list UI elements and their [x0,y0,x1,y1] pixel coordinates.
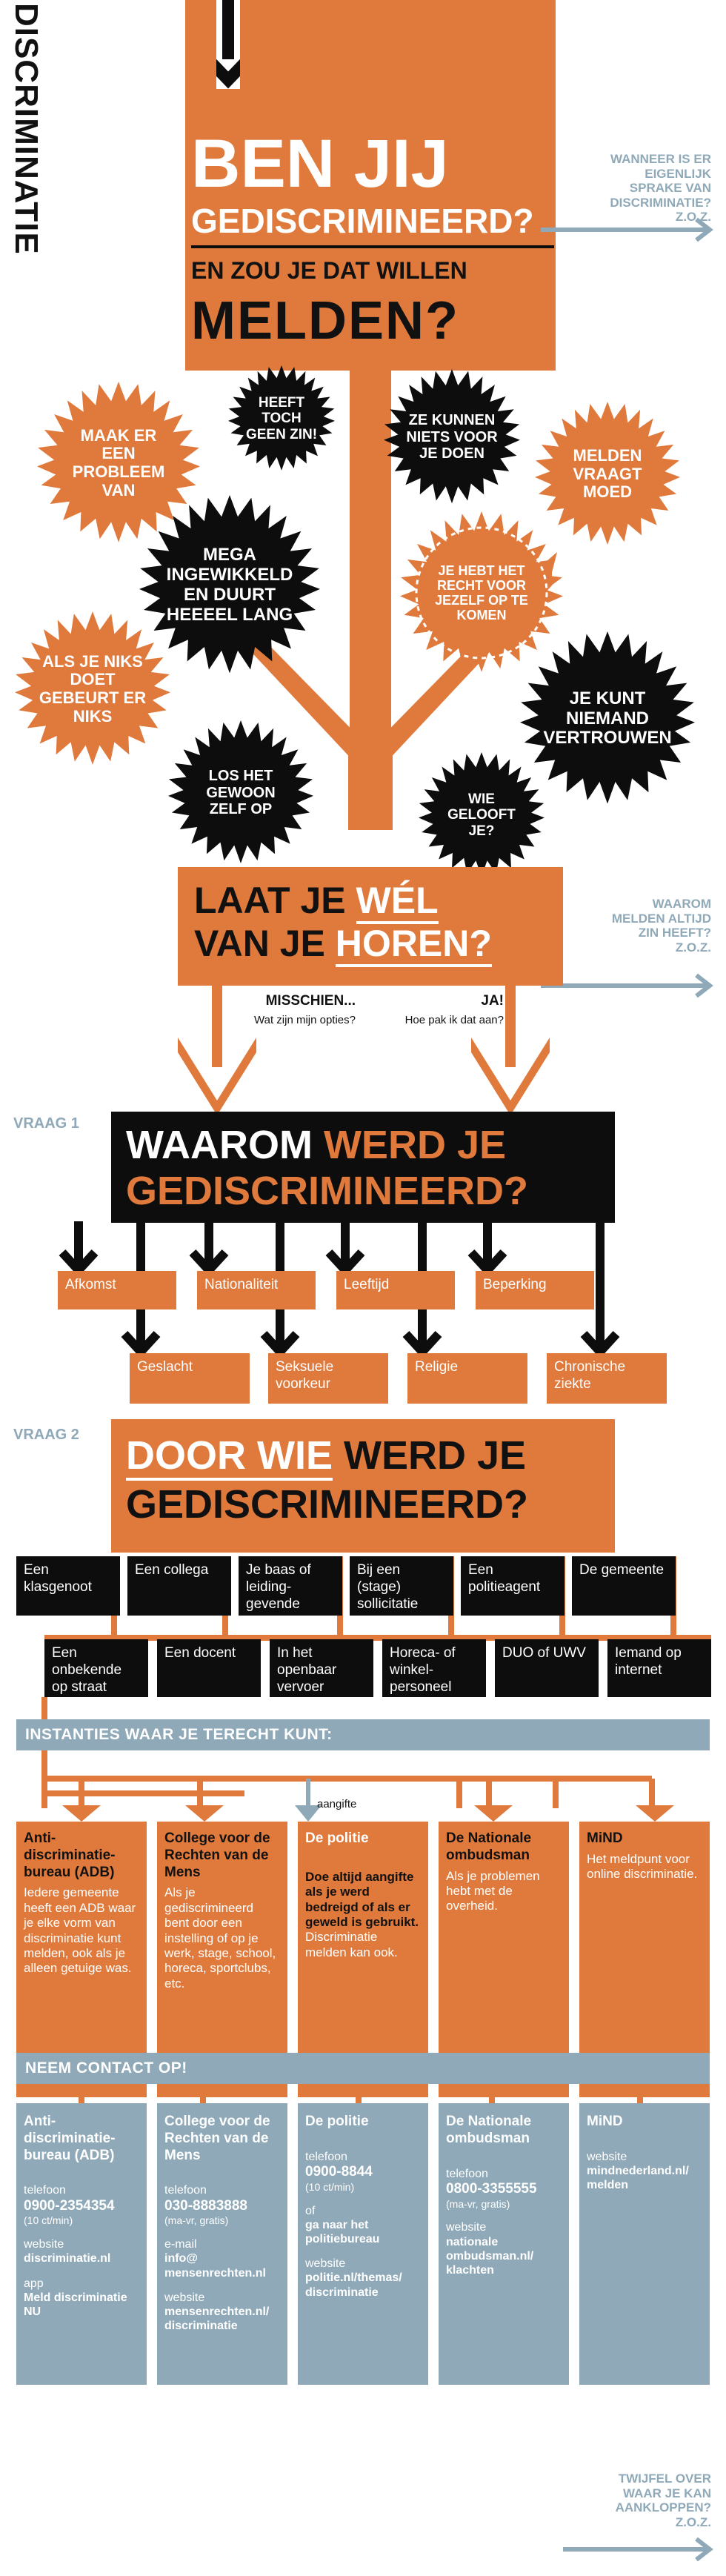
laat-horen-horen: HOREN? [336,923,492,967]
contact-politie-title: De politie [305,2114,369,2129]
v2-docent[interactable]: Een docent [157,1639,261,1697]
vraag1-title-a: WAAROM [126,1123,324,1167]
contact-adb-phone-label: telefoon [24,2184,66,2197]
burst-mega: MEGA INGEWIKKELD EN DUURT HEEEEL LANG [166,545,293,625]
contact-college-title: College voor de Rechten van de Mens [164,2114,270,2163]
note-bottom[interactable]: TWIJFEL OVER WAAR JE KAN AANKLOPPEN? Z.O.Z. [615,2472,711,2529]
note-middle[interactable]: WAAROM MELDEN ALTIJD ZIN HEEFT? Z.O.Z. [611,897,711,955]
contact-mind-site-label: website [587,2150,627,2163]
vraag1-tag: VRAAG 1 [13,1115,79,1132]
choice-misschien-sub: Wat zijn mijn opties? [254,1014,356,1026]
burst-niks: ALS JE NIKS DOET GEBEURT ER NIKS [39,651,147,726]
instantie-politie-body: Doe altijd aangifte als je werd bedreigd of als er geweld is gebruikt. [305,1869,419,1929]
v1-chronische-ziekte[interactable]: Chronische ziekte [547,1353,667,1404]
contact-adb-title: Anti-discriminatie-bureau (ADB) [24,2114,116,2163]
contact-adb-app[interactable]: Meld discriminatie NU [24,2291,127,2318]
instantie-politie-title: De politie [305,1830,369,1846]
hero-line1: BEN JIJ [191,126,449,202]
hero-line3: EN ZOU JE DAT WILLEN [191,257,467,284]
vraag2-title-c: GEDISCRIMINEERD? [126,1482,529,1527]
v2-openbaar-vervoer[interactable]: In het openbaar vervoer [270,1639,373,1697]
v2-horeca[interactable]: Horeca- of winkel-personeel [382,1639,486,1697]
instantie-mind-body: Het meldpunt voor online discriminatie. [587,1851,698,1882]
contact-college-mail[interactable]: info@ mensenrechten.nl [164,2252,266,2280]
vraag2-title-line1 [126,1433,600,1478]
contact-politie-phone[interactable]: 0900-8844 [305,2163,373,2180]
burst-wie: WIE GELOOFT JE? [447,791,516,839]
v2-onbekende[interactable]: Een onbekende op straat [44,1639,148,1697]
contact-ombudsman-site-label: website [446,2221,487,2234]
laat-horen-part1: LAAT JE [194,880,356,921]
choice-misschien-title: MISSCHIEN... [265,993,356,1009]
burst-niemand: JE KUNT NIEMAND VERTROUWEN [543,688,672,748]
contact-mind-title: MiND [587,2114,623,2129]
v1-geslacht[interactable]: Geslacht [130,1353,250,1404]
instantie-college-title: College voor de Rechten van de Mens [164,1830,270,1880]
choice-ja[interactable] [370,993,504,1026]
contact-college-phone-note: (ma-vr, gratis) [164,2214,229,2227]
contact-politie-phone-label: telefoon [305,2150,347,2163]
contact-ombudsman-phone[interactable]: 0800-3355555 [446,2180,537,2197]
burst-maak-probleem: MAAK ER EEN PROBLEEM VAN [72,425,165,499]
laat-horen-line2 [194,921,547,966]
hero-line4: MELDEN? [191,291,459,351]
contact-college-mail-label: e-mail [164,2238,197,2251]
v2-sollicitatie[interactable]: Bij een (stage) sollicitatie [350,1556,453,1616]
contact-ombudsman-site[interactable]: nationale ombudsman.nl/ klachten [446,2235,534,2277]
note-top[interactable]: WANNEER IS ER EIGENLIJK SPRAKE VAN DISCRIMINATIE? Z.O.Z. [610,152,711,225]
laat-horen-wel: WÉL [356,880,439,924]
contact-college-phone[interactable]: 030-8883888 [164,2197,247,2214]
burst-heeft-toch: HEEFT TOCH GEEN ZIN! [245,395,318,442]
vraag2-block [111,1419,615,1553]
v2-klasgenoot[interactable]: Een klasgenoot [16,1556,120,1616]
choice-ja-title: JA! [481,993,504,1009]
contact-college-site[interactable]: mensenrechten.nl/ discriminatie [164,2305,270,2333]
v1-beperking[interactable]: Beperking [476,1271,594,1309]
laat-horen-line1 [194,880,547,921]
vraag1-block [111,1112,615,1223]
instantie-ombudsman-body: Als je problemen hebt met de overheid. [446,1868,540,1913]
vraag2-tag: VRAAG 2 [13,1427,79,1443]
laat-horen-block [178,867,563,986]
contact-politie-site-label: website [305,2257,346,2271]
contact-college-site-label: website [164,2291,205,2304]
instantie-ombudsman-title: De Nationale ombudsman [446,1830,532,1863]
contact-adb-app-label: app [24,2277,44,2290]
v2-internet[interactable]: Iemand op internet [607,1639,711,1697]
contact-college-phone-label: telefoon [164,2184,207,2197]
side-title-line1: DISCRIMINATIE [7,3,44,255]
v1-religie[interactable]: Religie [407,1353,527,1404]
contact-mind-site[interactable]: mindnederland.nl/ melden [587,2164,689,2192]
v2-politieagent[interactable]: Een politieagent [461,1556,565,1616]
v2-gemeente[interactable]: De gemeente [572,1556,676,1616]
instanties-banner: INSTANTIES WAAR JE TERECHT KUNT: [16,1719,710,1750]
instantie-adb-title: Anti-discriminatie-bureau (ADB) [24,1830,116,1880]
contact-adb-phone[interactable]: 0900-2354354 [24,2197,115,2214]
contact-politie-site[interactable]: politie.nl/themas/ discriminatie [305,2271,402,2299]
v1-nationaliteit[interactable]: Nationaliteit [197,1271,316,1309]
contact-politie [298,2103,428,2385]
instantie-college-body: Als je gediscrimineerd bent door een instelling of op je werk, stage, school, horeca, sportclubs, etc. [164,1885,276,1991]
vraag2-title-b: WERD JE [333,1433,527,1478]
vraag1-title-line1 [126,1123,600,1167]
contact-adb-phone-note: (10 ct/min) [24,2214,73,2227]
contact-adb-site[interactable]: discriminatie.nl [24,2252,111,2265]
v1-seksuele-voorkeur[interactable]: Seksuele voorkeur [268,1353,388,1404]
hero-line2: GEDISCRIMINEERD? [191,202,534,240]
v1-afkomst[interactable]: Afkomst [58,1271,176,1309]
vraag1-title-b: WERD JE [323,1123,507,1167]
contact-college [157,2103,287,2385]
contact-ombudsman-phone-note: (ma-vr, gratis) [446,2197,510,2210]
choice-misschien[interactable] [222,993,356,1026]
instantie-adb-body: Iedere gemeente heeft een ADB waar je elke vorm van discriminatie kunt melden, ook als je alleen getuige was. [24,1885,136,1976]
vraag2-title-a: DOOR WIE [126,1433,333,1481]
contact-ombudsman-title: De Nationale ombudsman [446,2114,532,2146]
contact-banner: NEEM CONTACT OP! [16,2053,710,2084]
v2-duo-uwv[interactable]: DUO of UWV [495,1639,599,1697]
contact-politie-or-text: ga naar het politiebureau [305,2218,380,2245]
contact-adb-site-label: website [24,2238,64,2251]
contact-politie-phone-note: (10 ct/min) [305,2180,355,2193]
contact-ombudsman [439,2103,569,2385]
v2-collega[interactable]: Een collega [127,1556,231,1616]
contact-politie-or-label: of [305,2204,316,2217]
contact-mind [579,2103,710,2385]
contact-ombudsman-phone-label: telefoon [446,2167,488,2180]
aangifte-label: aangifte [317,1798,357,1810]
v1-leeftijd[interactable]: Leeftijd [336,1271,455,1309]
v2-baas[interactable]: Je baas of leiding-gevende [239,1556,342,1616]
burst-ze-kunnen: ZE KUNNEN NIETS VOOR JE DOEN [406,412,498,462]
instantie-mind-title: MiND [587,1830,623,1846]
instantie-politie-extra: Discriminatie melden kan ook. [305,1930,398,1959]
laat-horen-part2: VAN JE [194,923,336,964]
burst-melden-moed: MELDEN VRAAGT MOED [573,446,642,502]
contact-adb [16,2103,147,2385]
burst-recht: JE HEBT HET RECHT VOOR JEZELF OP TE KOMEN [435,562,528,623]
vraag1-title-c: GEDISCRIMINEERD? [126,1169,529,1214]
burst-los-op: LOS HET GEWOON ZELF OP [206,768,276,818]
choice-ja-sub: Hoe pak ik dat aan? [404,1014,504,1026]
